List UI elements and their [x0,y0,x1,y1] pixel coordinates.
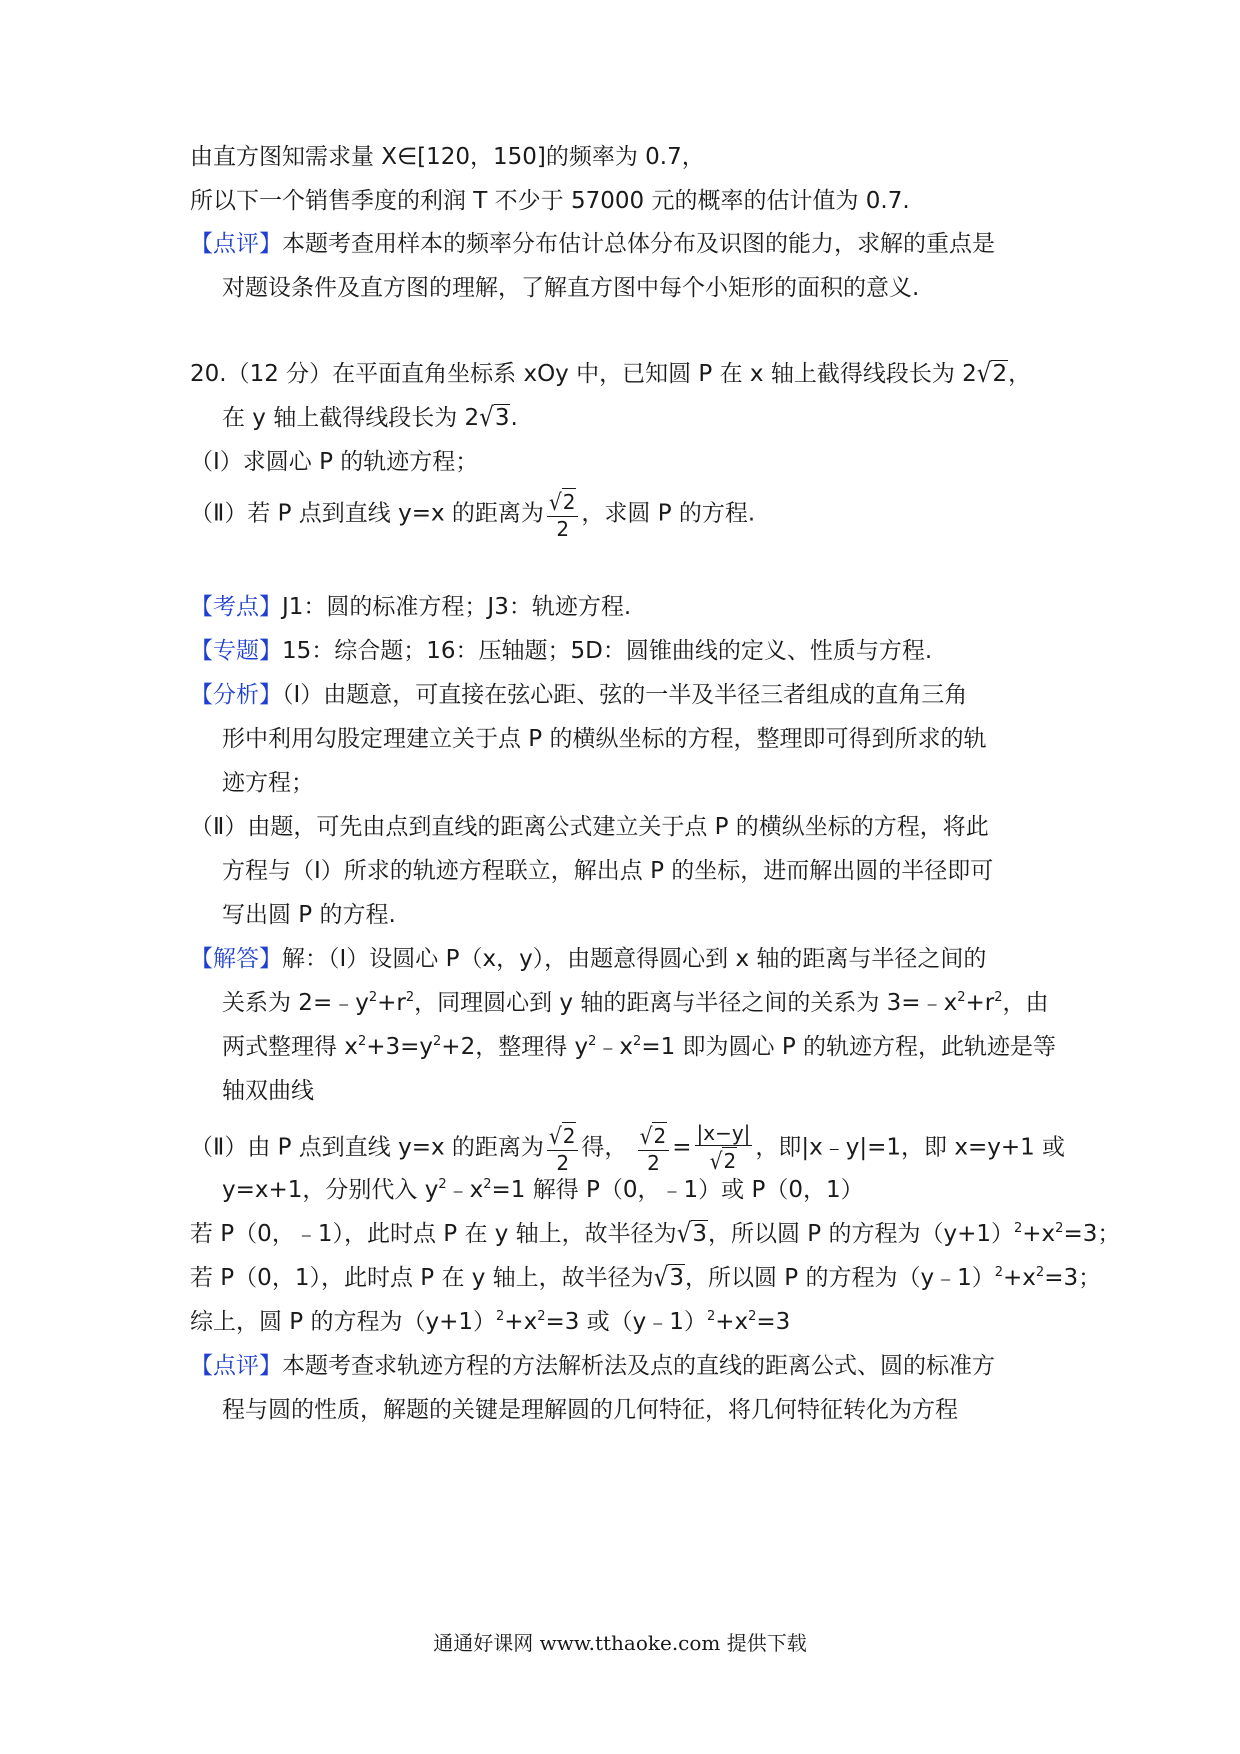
jieda-line-7: 若 P（0，﹣1），此时点 P 在 y 轴上，故半径为√3，所以圆 P 的方程为$(y+1)^2+x^2=3$； [190,1219,1121,1249]
kaodian-tag: 【考点】 [190,594,282,620]
fenxi-line-1: 【分析】（Ⅰ）由题意，可直接在弦心距、弦的一半及半径三者组成的直角三角 [190,682,968,708]
fenxi-tag: 【分析】 [190,682,282,708]
review2-line-2: 程与圆的性质，解题的关键是理解圆的几何特征，将几何特征转化为方程 [222,1397,958,1423]
fenxi-line-5: 方程与（I）所求的轨迹方程联立，解出点 P 的坐标，进而解出圆的半径即可 [222,858,994,884]
jieda-line-4: 轴双曲线 [222,1078,314,1104]
fenxi-line-3: 迹方程； [222,770,314,796]
fenxi-line-6: 写出圆 P 的方程. [222,902,396,928]
jieda-line-8: 若 P（0，1），此时点 P 在 y 轴上，故半径为√3，所以圆 P 的方程为$(y﹣1)^2+x^2=3$； [190,1263,1102,1293]
sqrt-3: √3 [479,403,510,433]
jieda-tag: 【解答】 [190,946,282,972]
jieda-line-1: 【解答】解：（Ⅰ）设圆心 P（x，y），由题意得圆心到 x 轴的距离与半径之间的 [190,946,987,972]
prev-line-1: 由直方图知需求量 X∈[120，150]的频率为 0.7， [190,144,705,170]
prev-review-line-1: 【点评】本题考查用样本的频率分布估计总体分布及识图的能力，求解的重点是 [190,231,995,257]
fenxi-line-4: （Ⅱ）由题，可先由点到直线的距离公式建立关于点 P 的横纵坐标的方程，将此 [190,814,989,840]
fraction-sqrt2-over-2: $\frac{√2}{2}$ [547,1122,578,1174]
jieda-line-2: 关系为 $2=﹣y^2+r^2$，同理圆心到 y 轴的距离与半径之间的关系为 $3=﹣x^2+r^2$，由 [222,990,1049,1016]
question-20-line-2: 在 y 轴上截得线段长为 2√3. [222,403,518,433]
prev-review-line-2: 对题设条件及直方图的理解，了解直方图中每个小矩形的面积的意义. [222,275,920,301]
kaodian-line: 【考点】J1：圆的标准方程；J3：轨迹方程. [190,594,632,620]
question-20-part-1: （Ⅰ）求圆心 P 的轨迹方程； [190,449,479,475]
review-tag: 【点评】 [190,231,282,257]
jieda-line-3: 两式整理得 $x^2+3=y^2+2$，整理得 $y^2﹣x^2=1$ 即为圆心 P 的轨迹方程，此轨迹是等 [222,1034,1057,1060]
page-footer: 通通好课网 www.tthaoke.com 提供下载 [433,1631,807,1655]
sqrt-3: √3 [653,1263,684,1293]
zhuanti-tag: 【专题】 [190,638,282,664]
sqrt-3: √3 [676,1219,707,1249]
jieda-line-5: （Ⅱ）由 P 点到直线 y=x 的距离为 $\frac{√2}{2}$ 得， $\frac{√2}{2}$ = $\frac{|x-y|}{√2}$ ，即|x﹣y|=1，即 x=y+1 或 [190,1121,1066,1175]
question-20-line-1: 20.（12 分）在平面直角坐标系 xOy 中，已知圆 P 在 x 轴上截得线段长为 2√2， [190,359,1032,389]
review2-line-1: 【点评】本题考查求轨迹方程的方法解析法及点的直线的距离公式、圆的标准方 [190,1353,995,1379]
jieda-line-9: 综上，圆 P 的方程为$(y+1)^2+x^2=3$ 或$(y﹣1)^2+x^2=3$ [190,1309,791,1335]
fenxi-line-2: 形中利用勾股定理建立关于点 P 的横纵坐标的方程，整理即可得到所求的轨 [222,726,987,752]
fraction-sqrt2-over-2: $\frac{√2}{2}$ [638,1122,669,1174]
zhuanti-line: 【专题】15：综合题；16：压轴题；5D：圆锥曲线的定义、性质与方程. [190,638,933,664]
fraction-abs-over-sqrt2: $\frac{|x-y|}{√2}$ [696,1121,751,1175]
prev-line-2: 所以下一个销售季度的利润 T 不少于 57000 元的概率的估计值为 0.7. [190,188,910,214]
fraction-sqrt2-over-2: $\frac{√2}{2}$ [547,488,578,540]
sqrt-2: √2 [976,359,1008,389]
jieda-line-6: y=x+1，分别代入 $y^2﹣x^2=1$ 解得 P（0，﹣1）或 P（0，1） [222,1177,864,1203]
review2-tag: 【点评】 [190,1353,282,1379]
question-20-part-2: （Ⅱ）若 P 点到直线 y=x 的距离为 $\frac{√2}{2}$ ，求圆 P 的方程. [190,488,756,541]
